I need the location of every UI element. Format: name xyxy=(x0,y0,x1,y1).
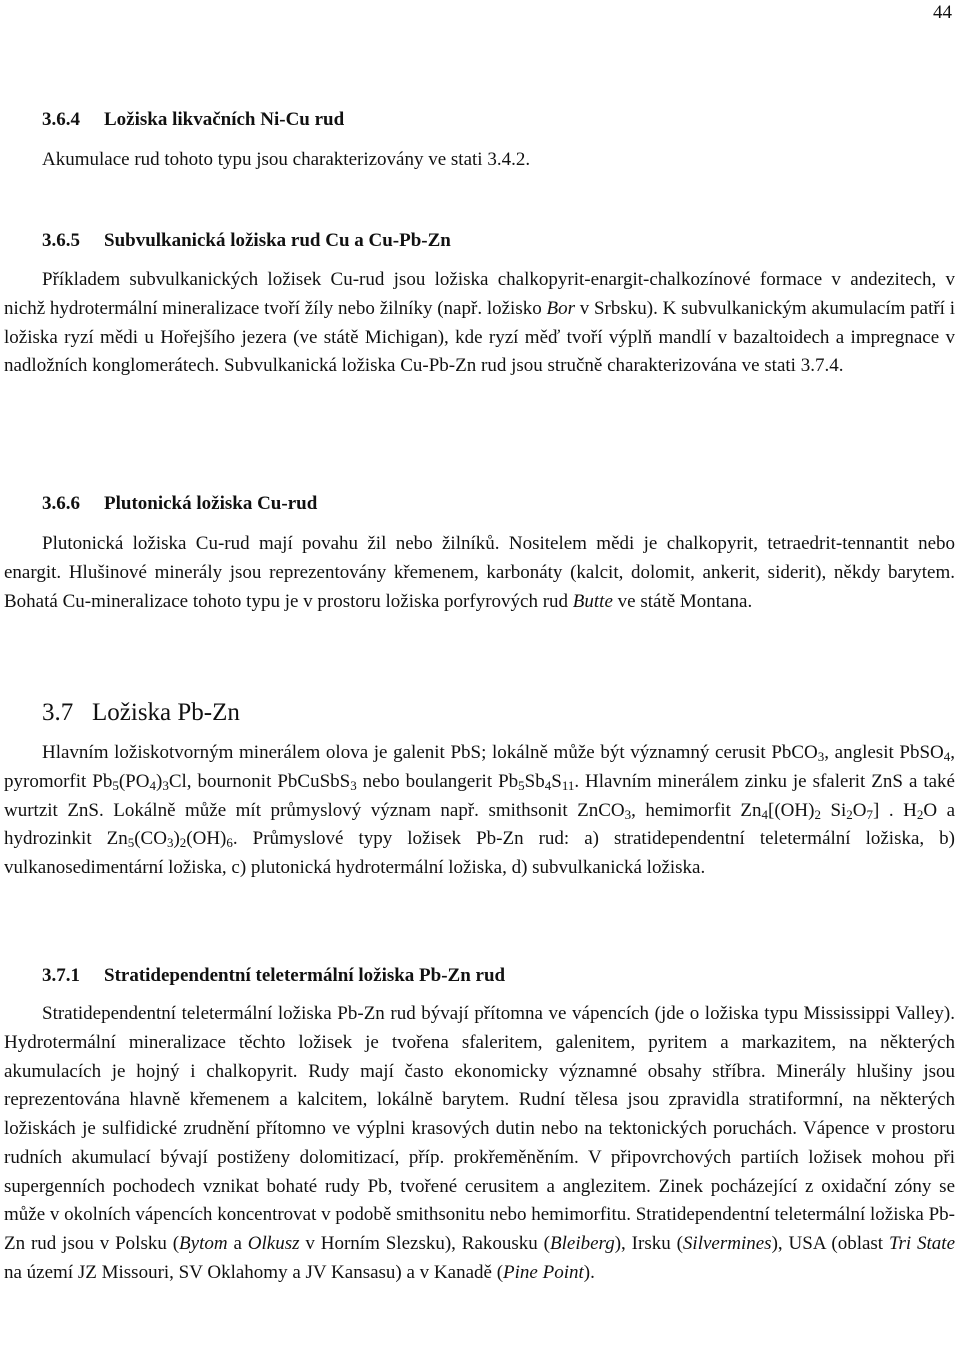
italic-locality: Silvermines xyxy=(682,1233,772,1254)
page-number: 44 xyxy=(933,2,952,23)
section-number: 3.6.5 xyxy=(42,230,80,251)
section-number: 3.6.4 xyxy=(42,109,80,130)
section-title: Ložiska likvačních Ni-Cu rud xyxy=(104,109,345,130)
italic-locality: Tri State xyxy=(888,1233,956,1254)
italic-locality: Pine Point xyxy=(503,1261,584,1283)
paragraph: Hlavním ložiskotvorným minerálem olova je galenit PbS; lokálně může být významný cerusit PbCO$_3$, anglesit PbSO$_4$, pyromorfit $Pb_5(PO_4)_3Cl$, bournonit PbCuSbS$_3$ nebo boulangerit $Pb_5Sb_4S_{11}$. Hlavním minerálem zinku je sfalerit ZnS a také wurtzit ZnS. Lokálně může mít průmyslový význam např. smithsonit ZnCO$_3$, hemimorfit $Zn_4[(OH)_2$ $Si_2O_7$] . $H_2O$ a hydrozinkit $Zn_5(CO_3)_2(OH)_6$. Průmyslové typy ložisek Pb-Zn rud: a) stratidependentní teletermální ložiska, b) vulkanosedimentární ložiska, c) plutonická hydrotermální ložiska, d) subvulkanická ložiska. xyxy=(4,742,956,878)
paragraph xyxy=(4,266,955,381)
section-number: 3.6.6 xyxy=(42,493,80,514)
italic-locality: Butte xyxy=(572,590,613,612)
section-number: 3.7 xyxy=(42,699,74,726)
section-title: Ložiska Pb-Zn xyxy=(92,699,240,726)
section-heading-3-6-5 xyxy=(42,230,451,253)
section-heading-3-6-4 xyxy=(42,109,344,132)
italic-locality: Bleiberg xyxy=(550,1233,615,1254)
text-run: Plutonická ložiska Cu-rud mají povahu žil nebo žilníků. Nositelem mědi je chalkopyrit, tetraedrit-tennantit nebo enargit. Hlušinové minerály jsou reprezentovány křemenem, karbonáty (kalcit, dolomit, ankerit, siderit), někdy barytem. Bohatá Cu-mineralizace tohoto typu je v prostoru ložiska porfyrových rud xyxy=(4,533,955,612)
section-heading-3-6-6 xyxy=(42,493,317,516)
paragraph: Stratidependentní teletermální ložiska Pb-Zn rud bývají přítomna ve vápencích (jde o ložiska typu Mississippi Valley). Hydrotermální mineralizace těchto ložisek je tvořena sfaleritem, galenitem, pyritem a markazitem, na některých akumulacích je hojný i chalkopyrit. Rudy mají často ekonomicky významné obsahy stříbra. Minerály hlušiny jsou reprezentována hlavně křemenem a kalcitem, lokálně barytem. Rudní tělesa jsou zpravidla stratiformní, na některých ložiskách je sulfidické zrudnění přítomno ve výplni krasových dutin nebo na tektonických poruchách. Vápence v prostoru rudních akumulací bývají postiženy dolomitizací, příp. prokřeměněním. V připovrchových partiích ložisek mohou při supergenních pochodech vznikat bohaté rudy Pb, tvořené cerusitem a anglezitem. Zinek pocházející z oxidační zóny se může v okolních vápencích koncentrovat v podobě smithsonitu nebo hemimorfitu. Stratidependentní teletermální ložiska Pb-Zn rud jsou v Polsku (Bytom a Olkusz v Horním Slezsku), Rakousku (Bleiberg), Irsku (Silvermines), USA (oblast Tri State na území JZ Missouri, SV Oklahomy a JV Kansasu) a v Kanadě (Pine Point). xyxy=(4,1003,956,1283)
text-run: v Srbsku). K subvulkanickým akumulacím patří i ložiska ryzí mědi u Hořejšího jezera (ve státě Michigan), kde ryzí měď tvoří výplň mandlí v bazaltoidech a impregnace v nadložních konglomerátech. Subvulkanická ložiska Cu-Pb-Zn rud jsou stručně charakterizována ve stati 3.7.4. xyxy=(4,297,955,377)
section-heading-3-7 xyxy=(42,698,240,728)
text-run: ve státě Montana. xyxy=(612,590,753,612)
paragraph xyxy=(4,530,955,616)
text-run: Příkladem subvulkanických ložisek Cu-rud jsou ložiska chalkopyrit-enargit-chalkozínové formace v andezitech, v nichž hydrotermální mineralizace tvoří žíly nebo žilníky (např. ložisko xyxy=(4,269,955,319)
italic-locality: Olkusz xyxy=(247,1233,300,1254)
section-number: 3.7.1 xyxy=(42,965,80,986)
italic-locality: Bytom xyxy=(179,1233,228,1254)
section-heading-3-7-1 xyxy=(42,965,505,988)
section-title: Stratidependentní teletermální ložiska Pb-Zn rud xyxy=(104,965,506,986)
section-title: Plutonická ložiska Cu-rud xyxy=(104,493,318,514)
italic-locality: Bor xyxy=(546,297,575,319)
paragraph: Akumulace rud tohoto typu jsou charakterizovány ve stati 3.4.2. xyxy=(42,149,531,170)
section-title: Subvulkanická ložiska rud Cu a Cu-Pb-Zn xyxy=(104,230,451,251)
